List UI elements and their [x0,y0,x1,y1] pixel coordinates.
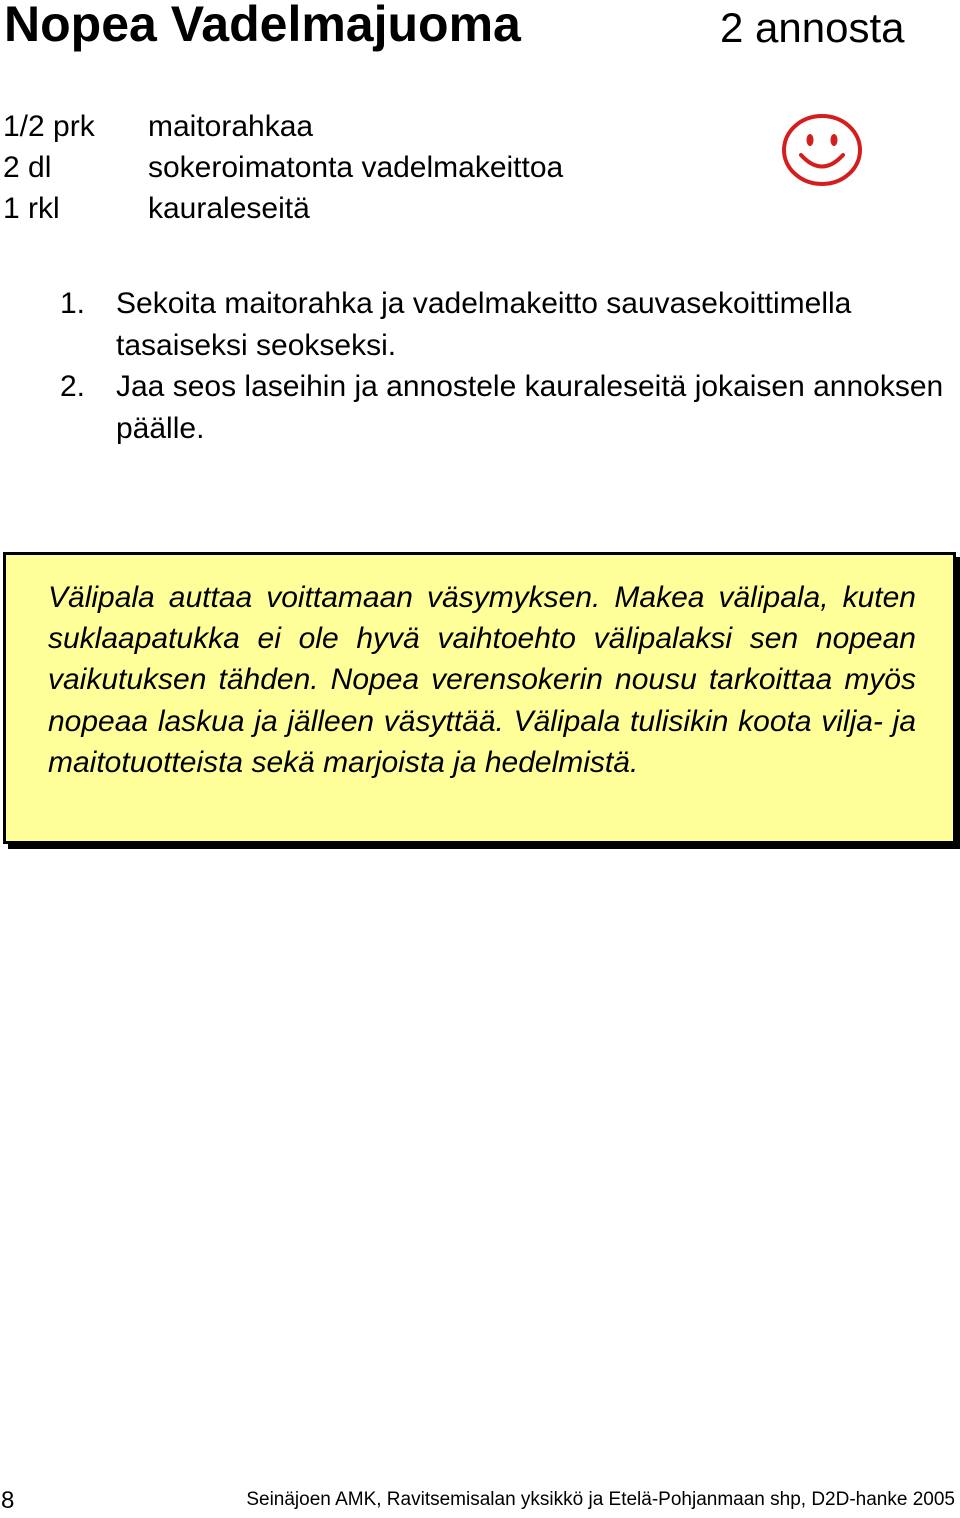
ingredient-row [3,188,563,229]
page-number: 8 [1,1487,15,1514]
instruction-step [56,366,956,449]
step-number: 1. [60,287,86,320]
ingredient-row [3,147,563,188]
ingredient-amount: 1/2 prk [3,110,95,143]
ingredient-amount: 1 rkl [3,192,60,225]
ingredient-name: kauraleseitä [148,192,310,225]
instruction-list [56,283,956,449]
snack-info-box [3,552,956,844]
instruction-step [56,283,956,366]
step-text: Sekoita maitorahka ja vadelmakeitto sauvasekoittimella tasaiseksi seokseksi. [116,287,852,362]
step-number: 2. [60,370,86,403]
smiley-face-icon [780,112,864,188]
servings-label: 2 annosta [720,4,905,51]
ingredient-row [3,106,563,147]
footer-credit: Seinäjoen AMK, Ravitsemisalan yksikkö ja Etelä-Pohjanmaan shp, D2D-hanke 2005 [246,1489,955,1510]
snack-info-text: Välipala auttaa voittamaan väsymyksen. Makea välipala, kuten suklaapatukka ei ole hyvä vaihtoehto välipalaksi sen nopean vaikutuksen tähden. Nopea verensokerin nousu tarkoittaa myös nopeaa laskua ja jälleen väsyttää. Välipala tulisikin koota vilja- ja maitotuotteista sekä marjoista ja hedelmistä. [48,581,916,779]
ingredient-amount: 2 dl [3,151,52,184]
ingredient-list [3,106,563,229]
recipe-title: Nopea Vadelmajuoma [4,0,521,52]
ingredient-name: sokeroimatonta vadelmakeittoa [148,151,564,184]
ingredient-name: maitorahkaa [148,110,314,143]
step-text: Jaa seos laseihin ja annostele kauraleseitä jokaisen annoksen päälle. [116,370,944,445]
